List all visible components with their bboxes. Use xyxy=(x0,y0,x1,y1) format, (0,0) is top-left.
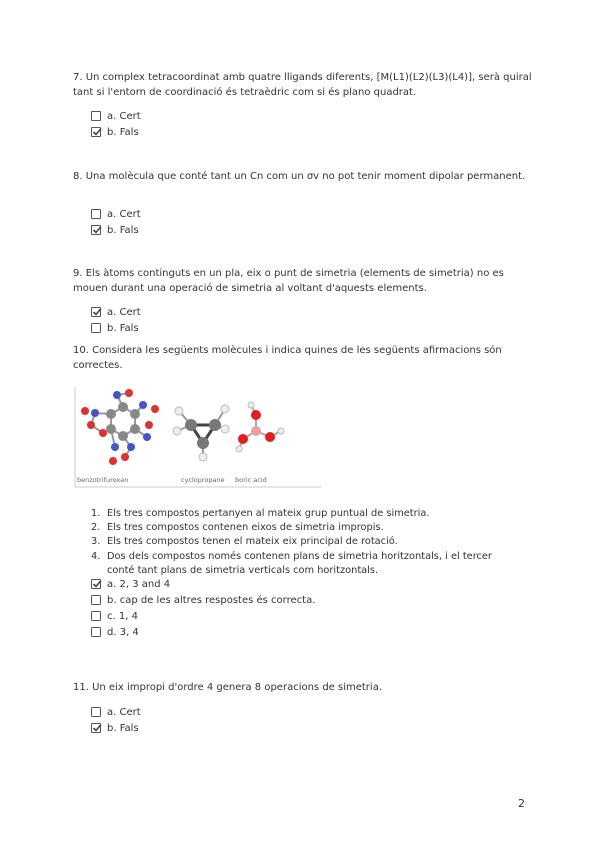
checkbox-unchecked-icon[interactable] xyxy=(91,209,101,219)
option-label: b. Fals xyxy=(107,224,139,236)
molecules-figure xyxy=(73,385,323,490)
question-8-option-b[interactable] xyxy=(91,222,141,238)
option-label: a. Cert xyxy=(107,208,141,220)
option-label: d. 3, 4 xyxy=(107,626,139,638)
question-9-option-b[interactable] xyxy=(91,320,141,336)
question-10-option-d[interactable] xyxy=(91,624,315,640)
statement-item: 2. Els tres compostos contenen eixos de simetria impropis. xyxy=(91,522,384,534)
question-7-option-a[interactable] xyxy=(91,108,141,124)
question-8-option-a[interactable] xyxy=(91,206,141,222)
option-label: a. 2, 3 and 4 xyxy=(107,578,171,590)
question-11-text: 11. Un eix impropi d'ordre 4 genera 8 operacions de simetria. xyxy=(73,682,382,693)
checkbox-unchecked-icon[interactable] xyxy=(91,627,101,637)
checkbox-unchecked-icon[interactable] xyxy=(91,595,101,605)
checkbox-unchecked-icon[interactable] xyxy=(91,707,101,717)
question-11-option-b[interactable] xyxy=(91,720,141,736)
checkbox-unchecked-icon[interactable] xyxy=(91,323,101,333)
question-10-option-b[interactable] xyxy=(91,592,315,608)
page-number: 2 xyxy=(518,797,525,810)
boric-acid-molecule xyxy=(236,402,284,452)
question-9-text: 9. Els àtoms continguts en un pla, eix o punt de simetria (elements de simetria) no es mouen durant una operació de simetria al voltant d'aquests elements. xyxy=(73,268,504,294)
option-label: b. cap de les altres respostes és correcta. xyxy=(107,594,316,606)
checkbox-checked-icon[interactable] xyxy=(91,307,101,317)
checkbox-checked-icon[interactable] xyxy=(91,579,101,589)
question-9-options xyxy=(91,304,141,336)
question-11-option-a[interactable] xyxy=(91,704,141,720)
option-label: a. Cert xyxy=(107,306,141,318)
checkbox-checked-icon[interactable] xyxy=(91,225,101,235)
question-7-options xyxy=(91,108,141,140)
cyclopropane-molecule xyxy=(173,405,229,461)
checkbox-unchecked-icon[interactable] xyxy=(91,111,101,121)
benzotrifuroxan-molecule xyxy=(91,393,147,457)
question-10-option-c[interactable] xyxy=(91,608,315,624)
question-10-option-a[interactable] xyxy=(91,576,315,592)
statement-item: 1. Els tres compostos pertanyen al mateix grup puntual de simetria. xyxy=(91,508,430,519)
checkbox-checked-icon[interactable] xyxy=(91,127,101,137)
molecule-label-boric-acid: boric acid xyxy=(235,476,267,484)
checkbox-unchecked-icon[interactable] xyxy=(91,611,101,621)
option-label: c. 1, 4 xyxy=(107,610,138,622)
question-10-text: 10. Considera les següents molècules i indica quines de les següents afirmacions són correctes. xyxy=(73,345,502,371)
option-label: a. Cert xyxy=(107,110,141,122)
question-7-option-b[interactable] xyxy=(91,124,141,140)
molecule-label-cyclopropane: cyclopropane xyxy=(181,476,225,484)
molecule-illustrations xyxy=(73,385,323,490)
question-8-text: 8. Una molècula que conté tant un Cn com un σv no pot tenir moment dipolar permanent. xyxy=(73,171,526,182)
statement-item: 3. Els tres compostos tenen el mateix eix principal de rotació. xyxy=(91,536,398,548)
question-9-option-a[interactable] xyxy=(91,304,141,320)
statement-item: 4. Dos dels compostos només contenen plans de simetria horitzontals, i el tercer conté tant plans de simetria verticals com horitzontals. xyxy=(91,550,492,576)
option-label: b. Fals xyxy=(107,126,139,138)
checkbox-checked-icon[interactable] xyxy=(91,723,101,733)
option-label: b. Fals xyxy=(107,322,139,334)
option-label: b. Fals xyxy=(107,722,139,734)
question-10-statements xyxy=(91,507,511,578)
question-10-options xyxy=(91,576,315,640)
question-8-options xyxy=(91,206,141,238)
molecule-label-benzotrifuroxan: benzotrifuroxan xyxy=(77,476,129,484)
question-7-text: 7. Un complex tetracoordinat amb quatre lligands diferents, [M(L1)(L2)(L3)(L4)], serà quiral tant si l'entorn de coordinació és tetraèdric com si és plano quadrat. xyxy=(73,72,532,98)
question-11-options xyxy=(91,704,141,736)
option-label: a. Cert xyxy=(107,706,141,718)
